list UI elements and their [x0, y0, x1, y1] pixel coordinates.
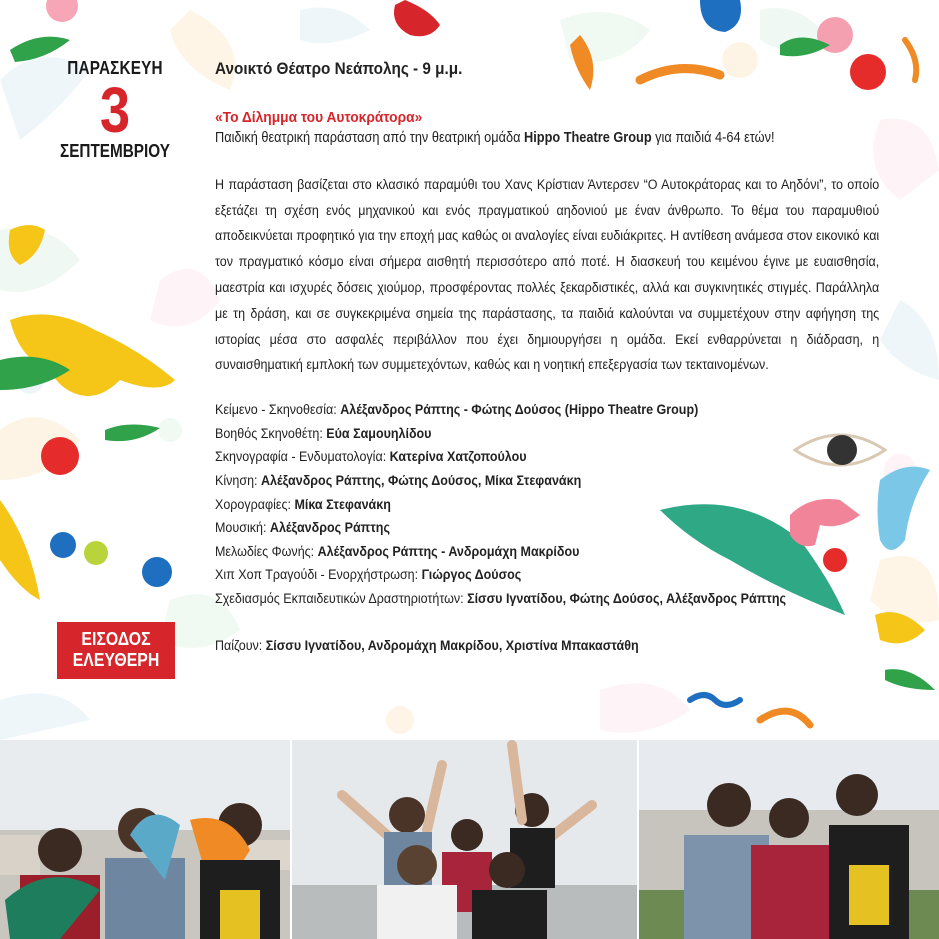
event-details	[215, 56, 879, 657]
entry-line-1: ΕΙΣΟΔΟΣ	[81, 629, 151, 649]
credit-names: Αλέξανδρος Ράπτης, Φώτης Δούσος, Μίκα Στεφανάκη	[260, 471, 582, 488]
credit-role: Χιπ Χοπ Τραγούδι - Ενορχήστρωση:	[215, 566, 422, 583]
credit-names: Σίσσυ Ιγνατίδου, Φώτης Δούσος, Αλέξανδρος Ράπτης	[467, 589, 786, 606]
credit-names: Κατερίνα Χατζοπούλου	[389, 448, 527, 465]
day-name: ΠΑΡΑΣΚΕΥΗ	[67, 58, 163, 78]
credit-row	[215, 422, 879, 446]
credit-names: Αλέξανδρος Ράπτης	[269, 519, 390, 536]
show-description: Η παράσταση βασίζεται στο κλασικό παραμύθι του Χανς Κρίστιαν Άντερσεν “Ο Αυτοκράτορας και το Αηδόνι”, το οποίο εξετάζει τη σχέση ενός μηχανικού και ενός πραγματικού αηδονιού με έναν άνθρωπο. Το θέμα του παραμυθιού αποδεικνύεται προφητικό για την εποχή μας καθώς οι αναλογίες είναι ευδιάκριτες. Η αντίθεση ανάμεσα στον εικονικό και τον πραγματικό κόσμο είναι σήμερα αισθητή περισσότερο από ποτέ. Η διασκευή του κειμένου έγινε με ευαισθησία, μαεστρία και ισχυρές δόσεις χιούμορ, προσφέροντας πολλές ξεκαρδιστικές, αλλά και συγκινητικές στιγμές. Παράλληλα με τη δράση, και σε συγκεκριμένα σημεία της παράστασης, τα παιδιά καλούνται να συμμετέχουν στην αφήγηση της ιστορίας μέσα στο ασφαλές περιβάλλον που έχει δημιουργήσει η ομάδα. Εκεί ενθαρρύνεται η διάδραση, η συναισθηματική εμπλοκή των συμμετεχόντων, καθώς και η νοητική επεξεργασία των τεκταινομένων.	[215, 175, 880, 373]
show-title: «Το Δίλημμα του Αυτοκράτορα»	[215, 108, 423, 126]
free-entry-badge	[57, 622, 175, 679]
subtitle-before: Παιδική θεατρική παράσταση από την θεατρική ομάδα	[215, 129, 525, 146]
venue-time: Ανοικτό Θέατρο Νεάπολης - 9 μ.μ.	[215, 59, 463, 78]
cast-names: Σίσσυ Ιγνατίδου, Ανδρομάχη Μακρίδου, Χριστίνα Μπακαστάθη	[265, 636, 639, 653]
credit-row	[215, 516, 879, 540]
show-subtitle	[215, 128, 799, 148]
credit-row	[215, 563, 879, 587]
credit-row	[215, 469, 879, 493]
day-number: 3	[99, 74, 131, 146]
credit-row	[215, 398, 879, 422]
credit-names: Αλέξανδρος Ράπτης - Φώτης Δούσος (Hippo Theatre Group)	[340, 401, 699, 418]
credit-row	[215, 493, 879, 517]
credit-names: Γιώργος Δούσος	[421, 566, 522, 583]
credit-role: Κίνηση:	[215, 471, 261, 488]
subtitle-group: Hippo Theatre Group	[524, 129, 652, 146]
credit-row	[215, 445, 879, 469]
photo-cast-trio	[639, 740, 939, 939]
credit-names: Εύα Σαμουηλίδου	[326, 424, 432, 441]
credits-list	[215, 398, 879, 657]
event-date	[40, 58, 190, 162]
credit-names: Αλέξανδρος Ράπτης - Ανδρομάχη Μακρίδου	[317, 542, 580, 559]
credit-role: Χορογραφίες:	[215, 495, 295, 512]
entry-line-2: ΕΛΕΥΘΕΡΗ	[72, 650, 160, 670]
subtitle-after: για παιδιά 4-64 ετών!	[651, 129, 775, 146]
credit-role: Κείμενο - Σκηνοθεσία:	[215, 401, 341, 418]
credit-row	[215, 587, 879, 611]
photo-cast-with-fans	[0, 740, 290, 939]
credit-role: Βοηθός Σκηνοθέτη:	[215, 424, 327, 441]
credit-role: Μελωδίες Φωνής:	[215, 542, 318, 559]
credit-role: Σχεδιασμός Εκπαιδευτικών Δραστηριοτήτων:	[215, 589, 468, 606]
credit-role: Σκηνογραφία - Ενδυματολογία:	[215, 448, 390, 465]
credit-role: Μουσική:	[215, 519, 270, 536]
photo-strip	[0, 740, 939, 939]
month-name: ΣΕΠΤΕΜΒΡΙΟΥ	[60, 141, 170, 161]
credit-names: Μίκα Στεφανάκη	[294, 495, 391, 512]
photo-cast-group	[292, 740, 637, 939]
cast-role: Παίζουν:	[215, 636, 266, 653]
cast-row	[215, 634, 879, 658]
credit-row	[215, 540, 879, 564]
